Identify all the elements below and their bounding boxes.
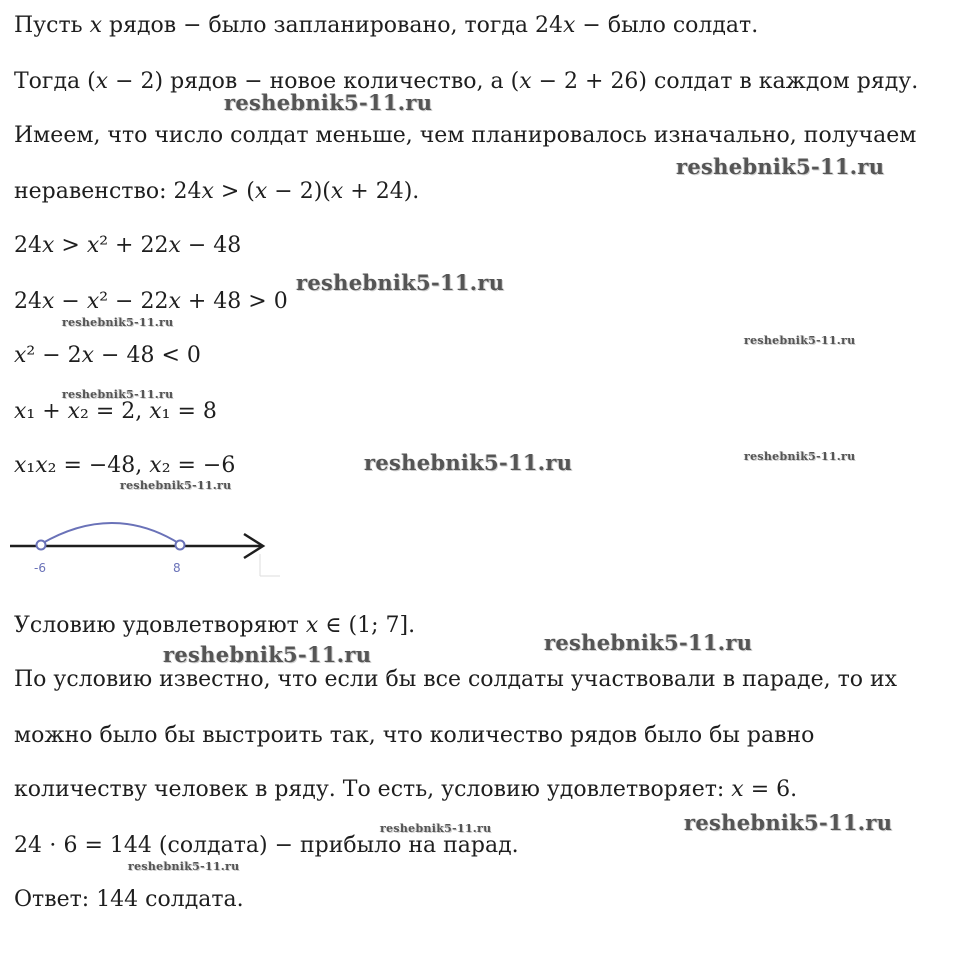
watermark: reshebnik5-11.ru	[380, 822, 492, 835]
equation-line-1: 24𝑥 > 𝑥² + 22𝑥 − 48	[14, 233, 242, 258]
watermark: reshebnik5-11.ru	[128, 860, 240, 873]
equation-line-3: 𝑥² − 2𝑥 − 48 < 0	[14, 343, 201, 368]
text-line-2: Тогда (𝑥 − 2) рядов − новое количество, а (𝑥 − 2 + 26) солдат в каждом ряду.	[14, 69, 919, 94]
watermark: reshebnik5-11.ru	[296, 270, 505, 295]
text-line-8: количеству человек в ряду. То есть, условию удовлетворяет: 𝑥 = 6.	[14, 777, 798, 802]
text-line-5: Условию удовлетворяют 𝑥 ∈ (1; 7].	[14, 613, 416, 638]
watermark: reshebnik5-11.ru	[120, 479, 232, 492]
equation-line-2: 24𝑥 − 𝑥² − 22𝑥 + 48 > 0	[14, 289, 288, 314]
answer-line: Ответ: 144 солдата.	[14, 887, 244, 912]
number-line-label-right: 8	[173, 561, 181, 575]
watermark: reshebnik5-11.ru	[224, 90, 433, 115]
watermark: reshebnik5-11.ru	[544, 630, 753, 655]
open-point-left	[37, 541, 46, 550]
watermark: reshebnik5-11.ru	[62, 316, 174, 329]
watermark: reshebnik5-11.ru	[163, 642, 372, 667]
number-line-label-left: -6	[34, 561, 46, 575]
vieta-line-1: 𝑥₁ + 𝑥₂ = 2, 𝑥₁ = 8	[14, 399, 217, 424]
text-line-3: Имеем, что число солдат меньше, чем планировалось изначально, получаем	[14, 123, 917, 148]
text-line-1: Пусть 𝑥 рядов − было запланировано, тогда 24𝑥 − было солдат.	[14, 13, 759, 38]
text-line-4: неравенство: 24𝑥 > (𝑥 − 2)(𝑥 + 24).	[14, 179, 420, 204]
text-line-7: можно было бы выстроить так, что количество рядов было бы равно	[14, 723, 815, 748]
watermark: reshebnik5-11.ru	[364, 450, 573, 475]
watermark: reshebnik5-11.ru	[62, 388, 174, 401]
vieta-line-2: 𝑥₁𝑥₂ = −48, 𝑥₂ = −6	[14, 453, 236, 478]
watermark: reshebnik5-11.ru	[676, 154, 885, 179]
interval-arc	[41, 523, 180, 544]
text-line-9: 24 ⋅ 6 = 144 (солдата) − прибыло на парад.	[14, 833, 519, 858]
open-point-right	[176, 541, 185, 550]
text-line-6: По условию известно, что если бы все солдаты участвовали в параде, то их	[14, 667, 898, 692]
watermark: reshebnik5-11.ru	[744, 450, 856, 463]
number-line-diagram	[8, 510, 283, 582]
watermark: reshebnik5-11.ru	[684, 810, 893, 835]
watermark: reshebnik5-11.ru	[744, 334, 856, 347]
